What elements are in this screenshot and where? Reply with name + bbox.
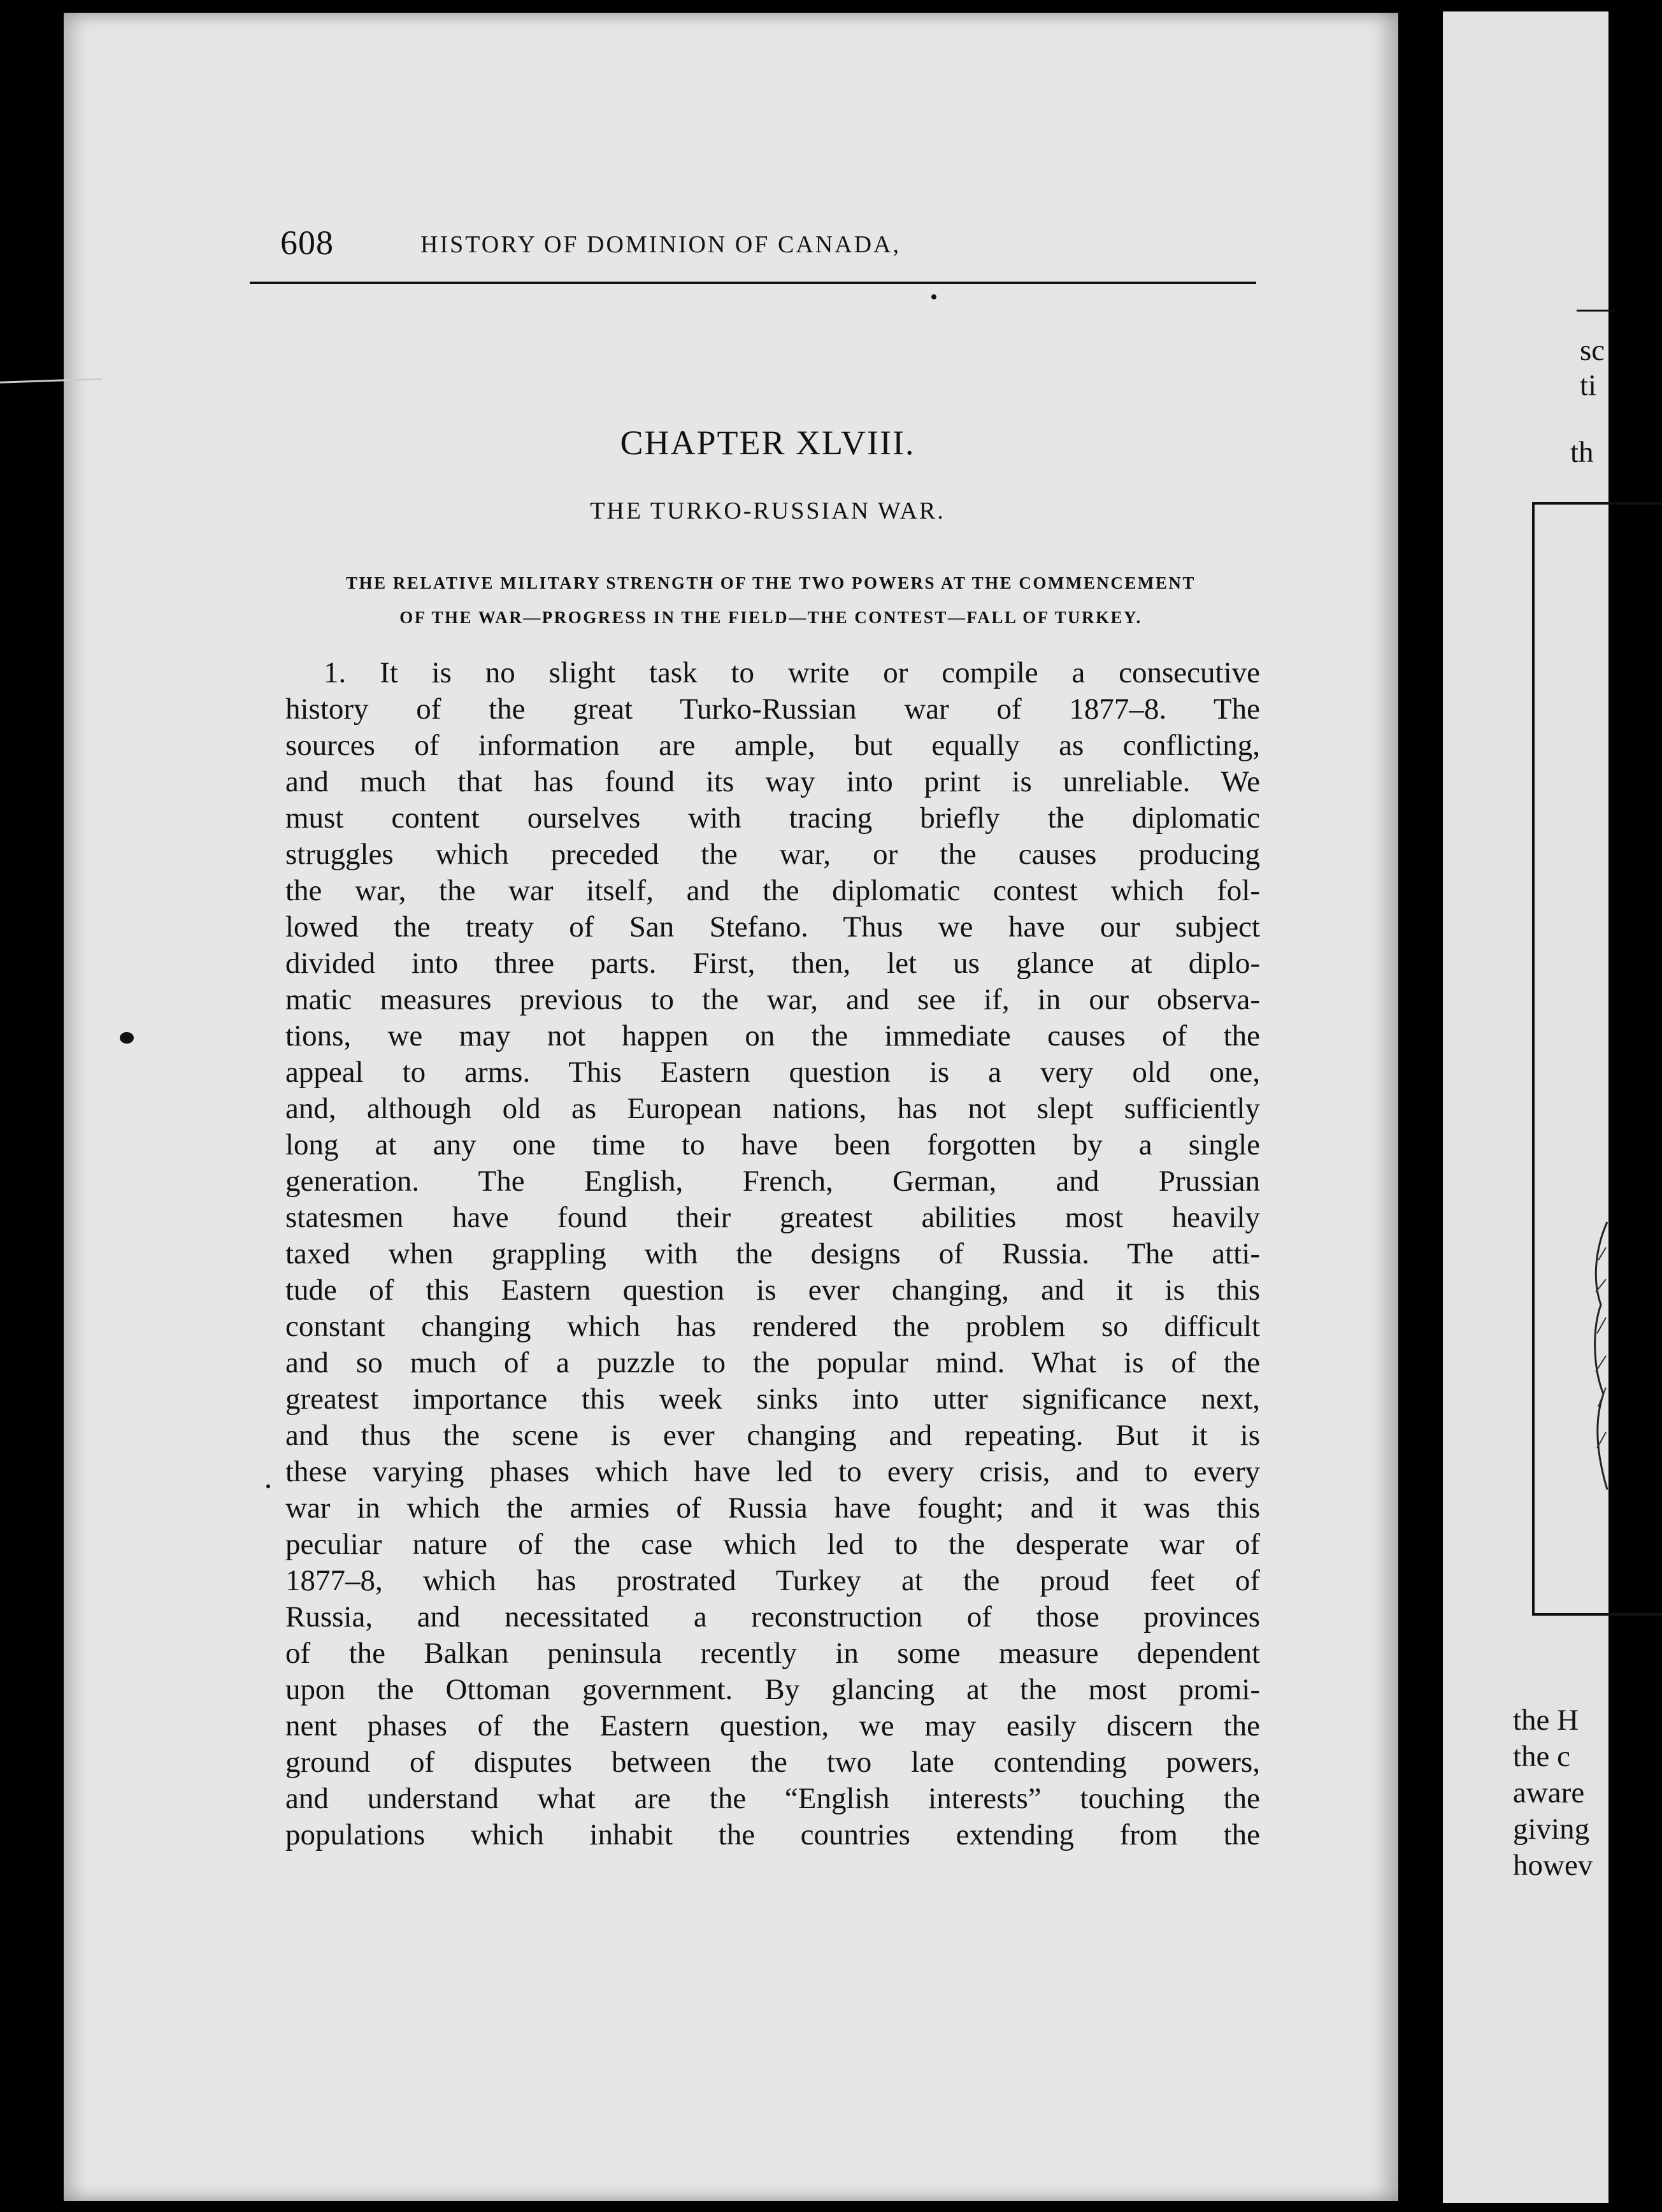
facing-text-fragment: the c xyxy=(1513,1740,1571,1773)
text-line: the war, the war itself, and the diplomatic contest which fol- xyxy=(285,874,1260,907)
text-line: and understand what are the “English interests” touching the xyxy=(285,1782,1260,1815)
text-line: tude of this Eastern question is ever changing, and it is this xyxy=(285,1274,1260,1307)
text-line: appeal to arms. This Eastern question is a very old one, xyxy=(285,1056,1260,1089)
text-line: and so much of a puzzle to the popular mind. What is of the xyxy=(285,1346,1260,1379)
text-line: greatest importance this week sinks into utter significance next, xyxy=(285,1382,1260,1416)
facing-header-rule xyxy=(1577,310,1615,312)
header-rule xyxy=(250,282,1256,284)
text-line: taxed when grappling with the designs of Russia. The atti- xyxy=(285,1237,1260,1270)
synopsis-line: THE RELATIVE MILITARY STRENGTH OF THE TWO POWERS AT THE COMMENCEMENT xyxy=(346,573,1196,592)
text-line: peculiar nature of the case which led to the desperate war of xyxy=(285,1528,1260,1561)
body-paragraph xyxy=(285,655,1260,1853)
text-line: of the Balkan peninsula recently in some measure dependent xyxy=(285,1637,1260,1670)
text-line: struggles which preceded the war, or the causes producing xyxy=(285,838,1260,871)
text-line: ground of disputes between the two late contending powers, xyxy=(285,1746,1260,1779)
facing-page xyxy=(1443,11,1608,2203)
chapter-number: CHAPTER XLVIII. xyxy=(620,424,915,462)
page-header xyxy=(217,223,1255,280)
page-number: 608 xyxy=(280,224,334,262)
ink-speck xyxy=(120,1032,134,1044)
text-line: populations which inhabit the countries extending from the xyxy=(285,1818,1260,1851)
text-line: sources of information are ample, but equally as conflicting, xyxy=(285,729,1260,762)
engraving-fragment-icon xyxy=(1589,1222,1608,1490)
text-line: must content ourselves with tracing briefly the diplomatic xyxy=(285,801,1260,835)
facing-text-fragment: giving xyxy=(1513,1813,1590,1846)
facing-text-fragment: howev xyxy=(1513,1849,1593,1882)
text-line: and, although old as European nations, has not slept sufficiently xyxy=(285,1092,1260,1125)
text-line: long at any one time to have been forgotten by a single xyxy=(285,1128,1260,1161)
text-line: these varying phases which have led to every crisis, and to every xyxy=(285,1455,1260,1488)
text-line: tions, we may not happen on the immediate causes of the xyxy=(285,1019,1260,1052)
chapter-title: THE TURKO-RUSSIAN WAR. xyxy=(590,498,945,524)
text-line: lowed the treaty of San Stefano. Thus we have our subject xyxy=(285,910,1260,944)
text-line: 1. It is no slight task to write or compile a consecutive xyxy=(324,656,1260,689)
text-line: divided into three parts. First, then, let us glance at diplo- xyxy=(285,947,1260,980)
page-gutter xyxy=(1398,0,1443,2212)
text-line: matic measures previous to the war, and see if, in our observa- xyxy=(285,983,1260,1016)
facing-text-fragment: the H xyxy=(1513,1704,1579,1737)
text-line: and thus the scene is ever changing and repeating. But it is xyxy=(285,1419,1260,1452)
text-line: statesmen have found their greatest abilities most heavily xyxy=(285,1201,1260,1234)
text-line: upon the Ottoman government. By glancing at the most promi- xyxy=(285,1673,1260,1706)
synopsis-line: OF THE WAR—PROGRESS IN THE FIELD—THE CONTEST—FALL OF TURKEY. xyxy=(399,608,1142,627)
running-title: HISTORY OF DOMINION OF CANADA, xyxy=(420,231,901,258)
text-line: war in which the armies of Russia have fought; and it was this xyxy=(285,1491,1260,1525)
facing-text-fragment: sc xyxy=(1580,334,1605,367)
ink-speck xyxy=(266,1484,270,1488)
facing-text-fragment: aware xyxy=(1513,1776,1585,1809)
text-line: nent phases of the Eastern question, we may easily discern the xyxy=(285,1709,1260,1742)
facing-text-fragment: ti xyxy=(1580,369,1597,402)
ink-speck xyxy=(931,294,936,299)
text-line: history of the great Turko-Russian war of 1877–8. The xyxy=(285,693,1260,726)
chapter-synopsis xyxy=(280,566,1261,635)
text-line: generation. The English, French, German, and Prussian xyxy=(285,1165,1260,1198)
facing-text-fragment: th xyxy=(1570,436,1594,469)
text-line: 1877–8, which has prostrated Turkey at the proud feet of xyxy=(285,1564,1260,1597)
text-line: and much that has found its way into print is unreliable. We xyxy=(285,765,1260,798)
text-line: Russia, and necessitated a reconstruction of those provinces xyxy=(285,1600,1260,1634)
text-line: constant changing which has rendered the problem so difficult xyxy=(285,1310,1260,1343)
